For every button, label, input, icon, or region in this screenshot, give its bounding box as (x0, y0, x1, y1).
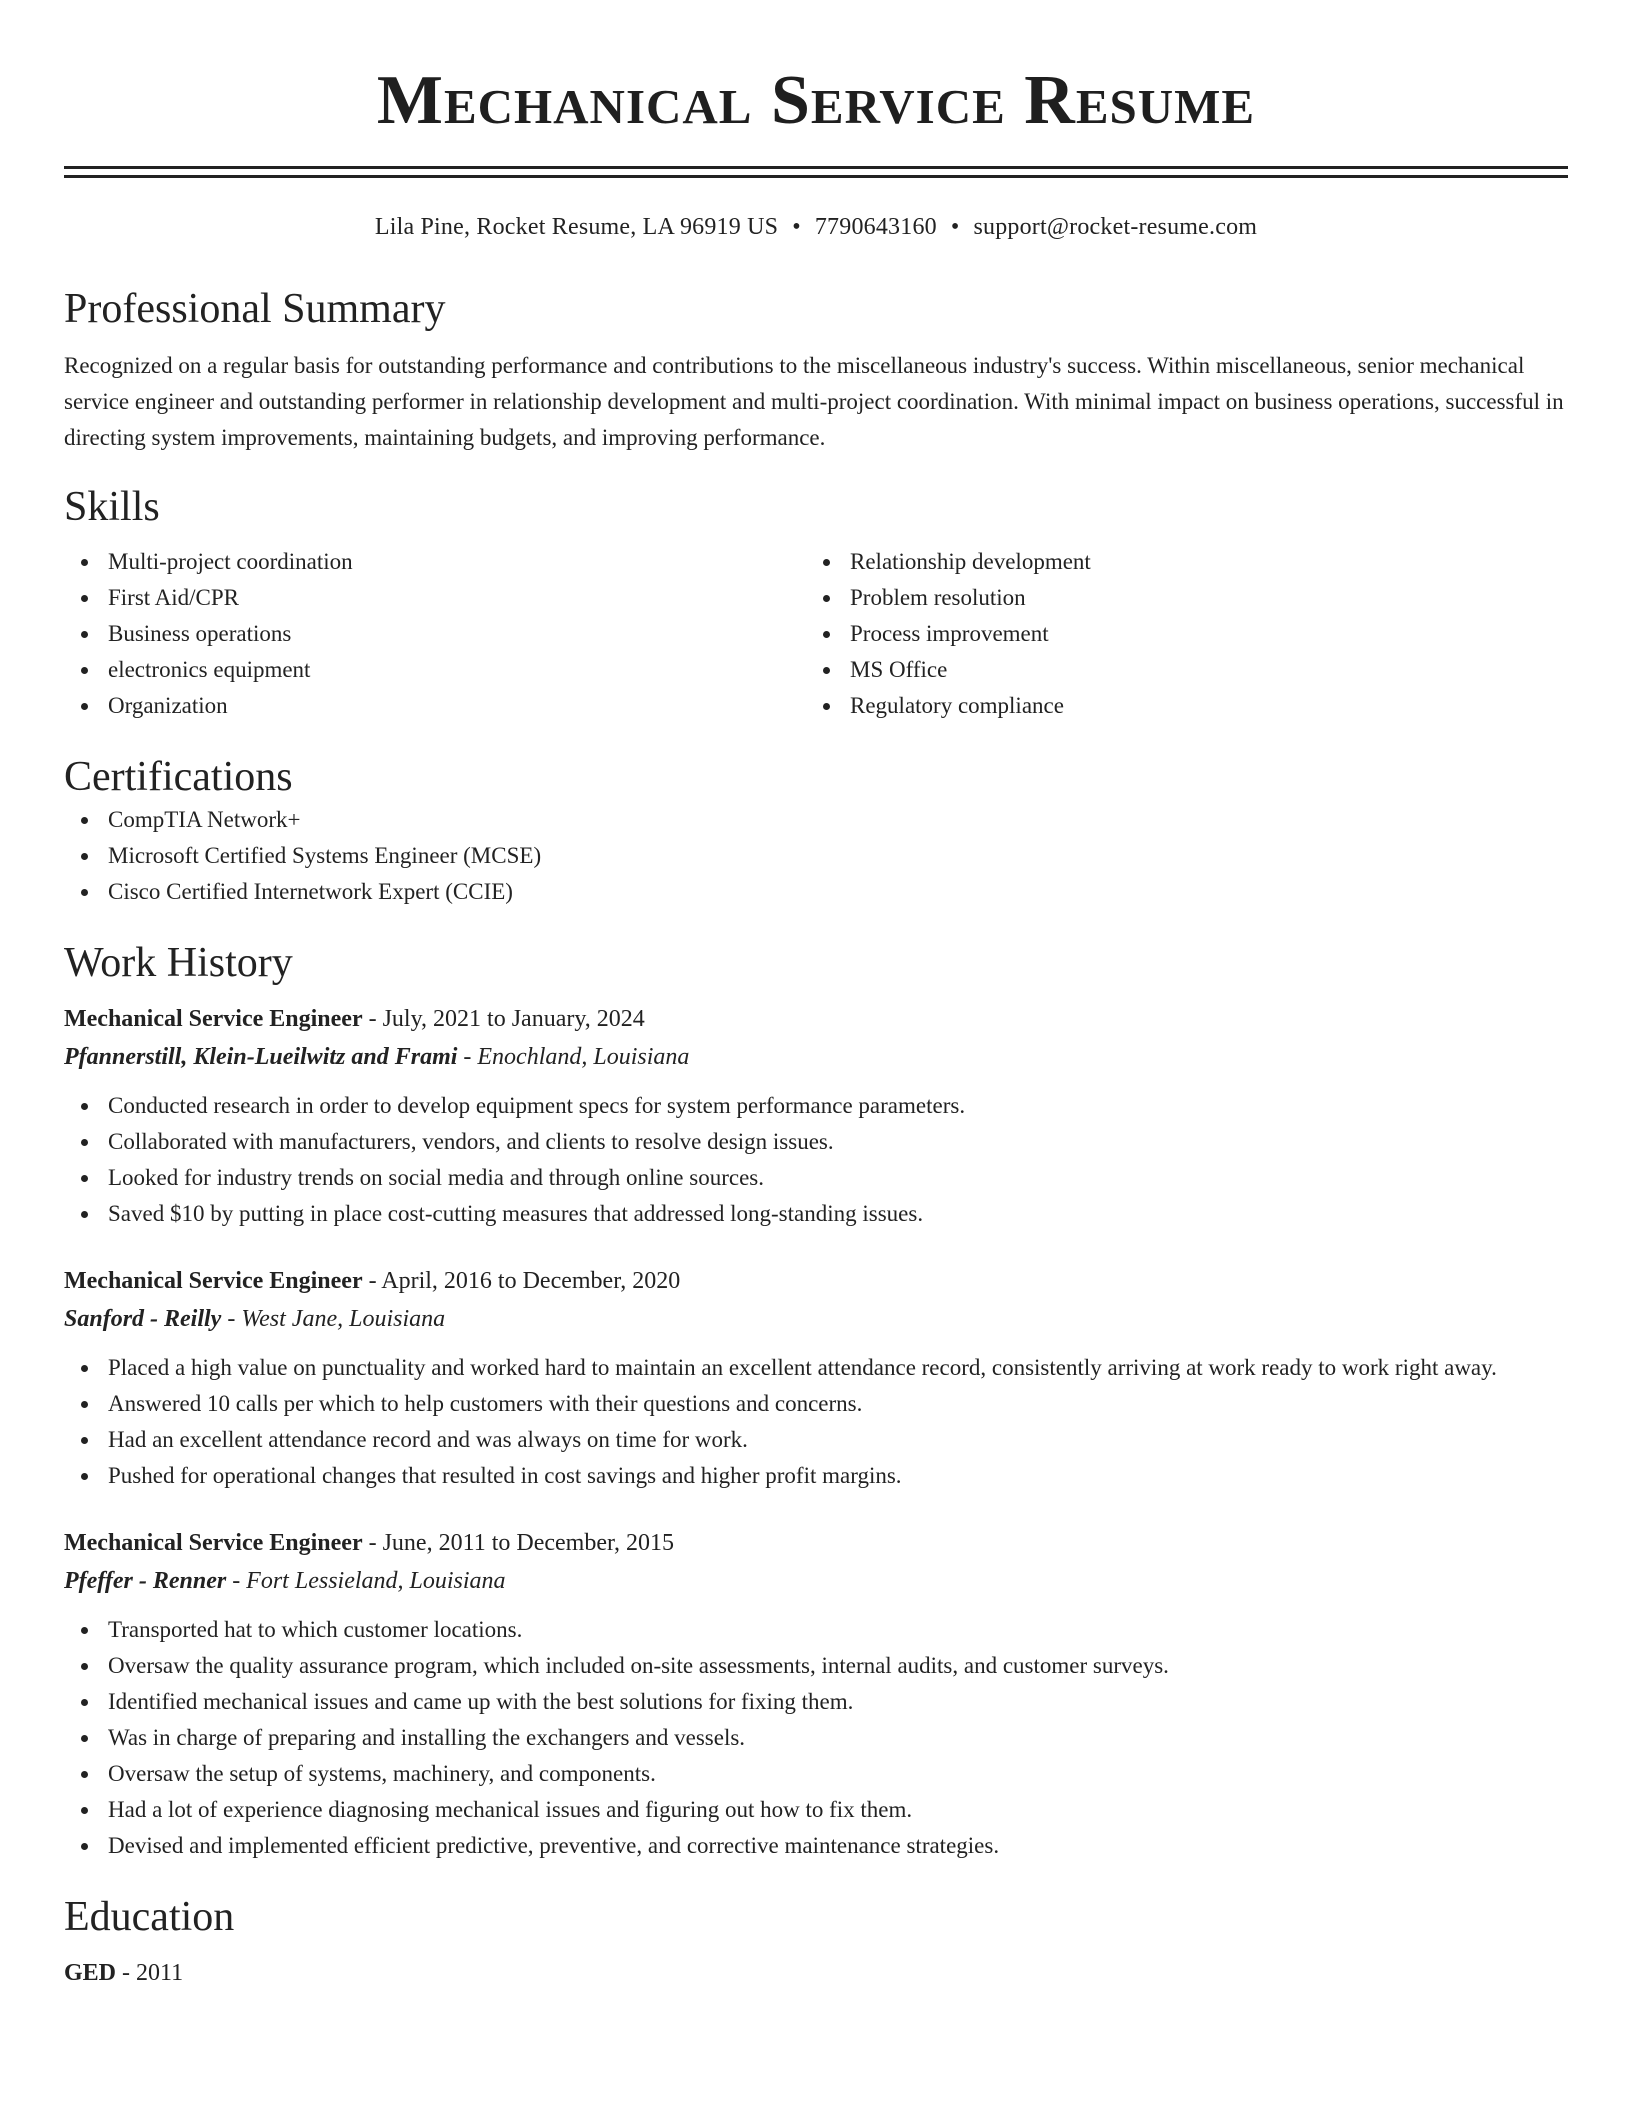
skills-list-left (64, 544, 806, 724)
job-bullet: Conducted research in order to develop equipment specs for system performance parameters. (64, 1088, 1568, 1124)
work-history-heading: Work History (64, 940, 293, 986)
certifications-list (64, 802, 1568, 910)
job-company-line (64, 1562, 1568, 1600)
certification-item: Microsoft Certified Systems Engineer (MCSE) (64, 838, 1568, 874)
job-bullet: Placed a high value on punctuality and worked hard to maintain an excellent attendance record, consistently arriving at work ready to work right away. (64, 1350, 1568, 1386)
skill-item: Multi-project coordination (64, 544, 806, 580)
resume-title: Mechanical Service Resume (376, 62, 1256, 139)
skill-item: Business operations (64, 616, 806, 652)
job-entry (64, 1000, 1568, 1232)
certification-item: CompTIA Network+ (64, 802, 1568, 838)
job-title: Mechanical Service Engineer (64, 1530, 363, 1556)
job-bullet: Looked for industry trends on social media and through online sources. (64, 1160, 1568, 1196)
contact-address: Lila Pine, Rocket Resume, LA 96919 US (374, 214, 779, 240)
contact-phone: 7790643160 (814, 214, 937, 240)
job-dates: - July, 2021 to January, 2024 (362, 1006, 645, 1032)
job-title-line (64, 1262, 1568, 1300)
education-degree: GED (64, 1960, 117, 1986)
summary-text: Recognized on a regular basis for outstanding performance and contributions to the miscellaneous industry's success. Within miscellaneous, senior mechanical service engineer and outstanding performer in relationship development and multi-project coordination. With minimal impact on business operations, successful in directing system improvements, maintaining budgets, and improving performance. (64, 353, 1564, 450)
job-bullet: Identified mechanical issues and came up with the best solutions for fixing them. (64, 1684, 1568, 1720)
contact-line (64, 212, 1568, 242)
certification-item: Cisco Certified Internetwork Expert (CCIE) (64, 874, 1568, 910)
job-bullet: Collaborated with manufacturers, vendors, and clients to resolve design issues. (64, 1124, 1568, 1160)
job-company-line (64, 1300, 1568, 1338)
job-title: Mechanical Service Engineer (64, 1006, 363, 1032)
contact-separator: • (950, 214, 960, 240)
contact-separator: • (792, 214, 801, 240)
job-company-line (64, 1038, 1568, 1076)
job-bullet: Pushed for operational changes that resulted in cost savings and higher profit margins. (64, 1458, 1568, 1494)
job-entry (64, 1524, 1568, 1864)
certifications-heading: Certifications (64, 754, 293, 800)
job-company: Pfannerstill, Klein-Lueilwitz and Frami (64, 1044, 458, 1070)
job-bullet: Answered 10 calls per which to help customers with their questions and concerns. (64, 1386, 1568, 1422)
job-bullets (64, 1612, 1568, 1864)
skill-item: First Aid/CPR (64, 580, 806, 616)
skill-item: MS Office (806, 652, 1548, 688)
job-company: Pfeffer - Renner (64, 1568, 227, 1594)
job-bullets (64, 1350, 1568, 1494)
job-bullet: Transported hat to which customer locations. (64, 1612, 1568, 1648)
skill-item: Relationship development (806, 544, 1548, 580)
title-divider-bottom (64, 175, 1568, 178)
job-title-line (64, 1000, 1568, 1038)
skill-item: Problem resolution (806, 580, 1548, 616)
contact-email: support@rocket-resume.com (973, 214, 1258, 240)
job-location: - West Jane, Louisiana (221, 1306, 446, 1332)
job-bullet: Was in charge of preparing and installing the exchangers and vessels. (64, 1720, 1568, 1756)
resume-page (64, 0, 1568, 1992)
job-dates: - June, 2011 to December, 2015 (362, 1530, 674, 1556)
job-title-line (64, 1524, 1568, 1562)
job-entry (64, 1262, 1568, 1494)
job-company: Sanford - Reilly (64, 1306, 222, 1332)
skills-grid (64, 544, 1568, 724)
job-bullet: Oversaw the setup of systems, machinery, and components. (64, 1756, 1568, 1792)
education-year: - 2011 (116, 1960, 184, 1986)
job-bullet: Saved $10 by putting in place cost-cutting measures that addressed long-standing issues. (64, 1196, 1568, 1232)
job-title: Mechanical Service Engineer (64, 1268, 363, 1294)
skill-item: Organization (64, 688, 806, 724)
job-bullet: Oversaw the quality assurance program, which included on-site assessments, internal audits, and customer surveys. (64, 1648, 1568, 1684)
summary-heading: Professional Summary (64, 286, 446, 332)
skill-item: Process improvement (806, 616, 1548, 652)
skill-item: Regulatory compliance (806, 688, 1548, 724)
job-bullets (64, 1088, 1568, 1232)
skills-list-right (806, 544, 1548, 724)
title-divider-top (64, 166, 1568, 169)
job-bullet: Devised and implemented efficient predictive, preventive, and corrective maintenance strategies. (64, 1828, 1568, 1864)
education-entry (64, 1954, 1568, 1992)
skills-column-left (64, 544, 806, 724)
skill-item: electronics equipment (64, 652, 806, 688)
skills-heading: Skills (64, 484, 160, 530)
skills-column-right (806, 544, 1548, 724)
job-location: - Fort Lessieland, Louisiana (226, 1568, 506, 1594)
job-dates: - April, 2016 to December, 2020 (362, 1268, 681, 1294)
job-location: - Enochland, Louisiana (457, 1044, 690, 1070)
job-bullet: Had an excellent attendance record and was always on time for work. (64, 1422, 1568, 1458)
education-heading: Education (64, 1894, 235, 1940)
job-bullet: Had a lot of experience diagnosing mechanical issues and figuring out how to fix them. (64, 1792, 1568, 1828)
